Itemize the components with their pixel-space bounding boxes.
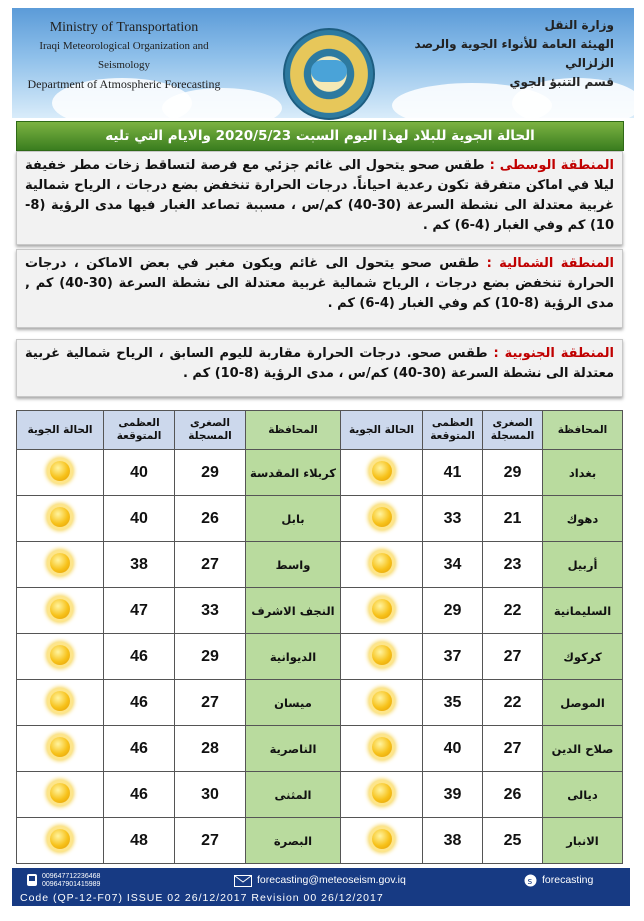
weather-cell-right (341, 726, 423, 772)
weather-cell-right (341, 634, 423, 680)
max-temp-cell: 47 (104, 588, 175, 634)
region-north-text: طقس صحو يتحول الى غائم ويكون مغبر في بعض الاماكن ، درجات الحرارة تنخفض بضع درجات ، الرياح شمالية غربية معتدلة الى نشطة السرعة (30-40) كم , مدى الرؤية (8-10) كم وفي الغبار (4-6) كم . (25, 256, 615, 311)
header-weather-left: الحالة الجوية (17, 411, 104, 450)
max-temp-cell: 48 (104, 818, 175, 864)
header-weather-right: الحالة الجوية (341, 411, 423, 450)
min-temp-cell: 22 (483, 680, 543, 726)
region-north-label: المنطقة الشمالية : (486, 256, 614, 271)
min-temp-cell: 33 (175, 588, 246, 634)
max-temp-cell: 40 (104, 496, 175, 542)
phone-number: 009647712236468 (42, 873, 101, 880)
skype-icon (524, 874, 537, 887)
governorate-cell: الانبار (543, 818, 623, 864)
governorate-cell: بغداد (543, 450, 623, 496)
max-temp-cell: 40 (423, 726, 483, 772)
table-row (17, 542, 623, 588)
weather-cell-right (341, 772, 423, 818)
region-south-label: المنطقة الجنوبية : (493, 346, 614, 361)
min-temp-cell: 29 (175, 450, 246, 496)
department-name-ar: قسم التنبؤ الجوي (509, 75, 614, 89)
min-temp-cell: 22 (483, 588, 543, 634)
max-temp-cell: 33 (423, 496, 483, 542)
sun-icon (372, 737, 392, 757)
max-temp-cell: 39 (423, 772, 483, 818)
max-temp-cell: 40 (104, 450, 175, 496)
region-south-paragraph (17, 340, 622, 388)
svg-text:s: s (527, 877, 533, 887)
region-central-paragraph (17, 152, 622, 240)
header-arabic (414, 16, 614, 92)
sun-icon (372, 599, 392, 619)
max-temp-cell: 46 (104, 772, 175, 818)
region-central-box (16, 151, 623, 245)
sun-icon (372, 691, 392, 711)
governorate-cell: البصرة (246, 818, 341, 864)
ministry-name-ar: وزارة النقل (544, 18, 614, 32)
min-temp-cell: 29 (175, 634, 246, 680)
min-temp-cell: 23 (483, 542, 543, 588)
weather-cell-right (341, 496, 423, 542)
min-temp-cell: 27 (175, 818, 246, 864)
governorate-cell: المثنى (246, 772, 341, 818)
max-temp-cell: 46 (104, 726, 175, 772)
sun-icon (50, 507, 70, 527)
min-temp-cell: 27 (483, 726, 543, 772)
min-temp-cell: 30 (175, 772, 246, 818)
region-south-text: طقس صحو. درجات الحرارة مقاربة لليوم السابق ، الرياح شمالية غربية معتدلة الى نشطة السرعة (30-40) كم/س ، مدى الرؤية (8-10) كم . (25, 346, 614, 381)
table-row (17, 726, 623, 772)
governorate-cell: دهوك (543, 496, 623, 542)
sun-icon (50, 553, 70, 573)
table-row (17, 634, 623, 680)
organization-name-ar: الهيئة العامة للأنواء الجوية والرصد الزلزالي (414, 37, 614, 70)
weather-cell-left (17, 634, 104, 680)
header-max-left: العظمى المتوقعة (104, 411, 175, 450)
min-temp-cell: 29 (483, 450, 543, 496)
sun-icon (372, 829, 392, 849)
sun-icon (50, 829, 70, 849)
weather-cell-left (17, 450, 104, 496)
max-temp-cell: 38 (104, 542, 175, 588)
region-north-box (16, 249, 623, 328)
sun-icon (372, 507, 392, 527)
header-gov-left: المحافظة (246, 411, 341, 450)
table-row (17, 680, 623, 726)
region-south-box (16, 339, 623, 397)
weather-cell-right (341, 450, 423, 496)
governorate-cell: الديوانية (246, 634, 341, 680)
governorate-cell: النجف الاشرف (246, 588, 341, 634)
governorate-cell: صلاح الدين (543, 726, 623, 772)
temperature-table (16, 410, 623, 864)
min-temp-cell: 26 (483, 772, 543, 818)
weather-cell-left (17, 496, 104, 542)
phone-icon (26, 873, 38, 887)
governorate-cell: واسط (246, 542, 341, 588)
sun-icon (50, 737, 70, 757)
min-temp-cell: 27 (175, 542, 246, 588)
governorate-cell: الموصل (543, 680, 623, 726)
max-temp-cell: 41 (423, 450, 483, 496)
table-row (17, 588, 623, 634)
max-temp-cell: 46 (104, 634, 175, 680)
footer-social: forecasting (542, 874, 594, 886)
min-temp-cell: 28 (175, 726, 246, 772)
table-header-row (17, 411, 623, 450)
weather-cell-right (341, 818, 423, 864)
min-temp-cell: 25 (483, 818, 543, 864)
weather-cell-left (17, 680, 104, 726)
min-temp-cell: 27 (175, 680, 246, 726)
min-temp-cell: 26 (175, 496, 246, 542)
forecast-title-bar (16, 121, 624, 151)
weather-cell-left (17, 772, 104, 818)
weather-cell-left (17, 542, 104, 588)
sun-icon (50, 599, 70, 619)
governorate-cell: كركوك (543, 634, 623, 680)
table-row (17, 772, 623, 818)
organization-name-en: Iraqi Meteorological Organization and Seismology (39, 40, 209, 71)
table-row (17, 450, 623, 496)
sun-icon (372, 553, 392, 573)
table-body (17, 450, 623, 864)
governorate-cell: ديالى (543, 772, 623, 818)
header-english (24, 18, 224, 94)
ministry-name-en: Ministry of Transportation (49, 20, 199, 35)
header-gov-right: المحافظة (543, 411, 623, 450)
header-min-right: الصغرى المسجلة (483, 411, 543, 450)
header-min-left: الصغرى المسجلة (175, 411, 246, 450)
governorate-cell: السليمانية (543, 588, 623, 634)
footer-email: forecasting@meteoseism.gov.iq (257, 874, 406, 886)
region-central-text: طقس صحو يتحول الى غائم جزئي مع فرصة لتساقط زخات مطر خفيفة ليلا في اماكن متفرقة تكون رعدية احياناً. درجات الحرارة تنخفض بضع درجات ، الرياح شمالية غربية معتدلة الى نشطة السرعة (30-40) كم/س ، مسببة تصاعد الغبار فيها مدى الرؤية (8-10) كم وفي الغبار (4-6) كم . (25, 158, 614, 233)
max-temp-cell: 35 (423, 680, 483, 726)
phone-numbers (42, 873, 100, 889)
max-temp-cell: 46 (104, 680, 175, 726)
sun-icon (372, 783, 392, 803)
governorate-cell: ميسان (246, 680, 341, 726)
sun-icon (50, 461, 70, 481)
governorate-cell: أربيل (543, 542, 623, 588)
email-icon (234, 875, 252, 887)
document-code: Code (QP-12-F07) ISSUE 02 26/12/2017 Revision 00 26/12/2017 (20, 892, 384, 904)
organization-logo (283, 28, 375, 120)
governorate-cell: الناصرية (246, 726, 341, 772)
forecast-title: الحالة الجوية للبلاد لهذا اليوم السبت 2020/5/23 والايام التي تليه (105, 128, 535, 144)
max-temp-cell: 38 (423, 818, 483, 864)
header-max-right: العظمى المتوقعة (423, 411, 483, 450)
weather-cell-right (341, 542, 423, 588)
table-row (17, 818, 623, 864)
weather-cell-right (341, 680, 423, 726)
weather-cell-left (17, 588, 104, 634)
weather-cell-right (341, 588, 423, 634)
phone-number: 009647901415989 (42, 881, 101, 888)
max-temp-cell: 37 (423, 634, 483, 680)
max-temp-cell: 34 (423, 542, 483, 588)
sun-icon (372, 645, 392, 665)
sun-icon (50, 783, 70, 803)
region-north-paragraph (17, 250, 622, 318)
max-temp-cell: 29 (423, 588, 483, 634)
min-temp-cell: 27 (483, 634, 543, 680)
sun-icon (372, 461, 392, 481)
weather-cell-left (17, 726, 104, 772)
table-row (17, 496, 623, 542)
sun-icon (50, 691, 70, 711)
governorate-cell: كربلاء المقدسة (246, 450, 341, 496)
region-central-label: المنطقة الوسطى : (489, 158, 615, 173)
department-name-en: Department of Atmospheric Forecasting (27, 77, 221, 91)
cloud-icon (311, 60, 347, 82)
min-temp-cell: 21 (483, 496, 543, 542)
governorate-cell: بابل (246, 496, 341, 542)
footer-bar (12, 868, 630, 906)
sun-icon (50, 645, 70, 665)
weather-cell-left (17, 818, 104, 864)
